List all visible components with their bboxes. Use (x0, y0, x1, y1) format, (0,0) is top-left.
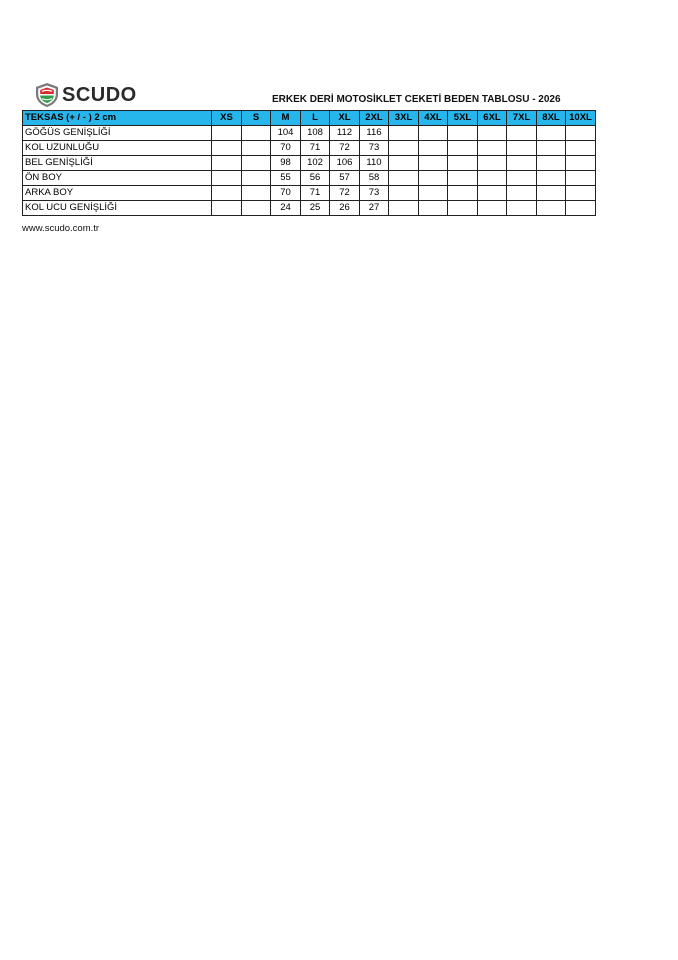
measurement-cell (566, 186, 596, 201)
measurement-cell (537, 201, 566, 216)
measurement-cell (419, 186, 448, 201)
measurement-cell (478, 186, 507, 201)
measurement-cell: 71 (301, 186, 330, 201)
measurement-cell (242, 141, 271, 156)
measurement-cell: 72 (330, 186, 360, 201)
measurement-cell: 110 (360, 156, 389, 171)
measurement-cell (212, 186, 242, 201)
measurement-cell (566, 126, 596, 141)
measurement-cell: 98 (271, 156, 301, 171)
measurement-cell (537, 186, 566, 201)
measurement-cell (507, 141, 537, 156)
size-header-cell: XL (330, 111, 360, 126)
measurement-cell: 70 (271, 141, 301, 156)
size-chart-table (22, 110, 596, 216)
measurement-cell (537, 126, 566, 141)
measurement-cell (389, 126, 419, 141)
size-header-cell: 4XL (419, 111, 448, 126)
measurement-cell (478, 141, 507, 156)
measurement-label: GÖĞÜS GENİŞLİĞİ (23, 126, 212, 141)
measurement-label: KOL UZUNLUĞU (23, 141, 212, 156)
measurement-cell: 26 (330, 201, 360, 216)
measurement-cell (448, 141, 478, 156)
size-header-cell: L (301, 111, 330, 126)
measurement-cell (507, 201, 537, 216)
table-row (23, 201, 596, 216)
measurement-cell: 25 (301, 201, 330, 216)
brand-name: SCUDO (62, 84, 137, 106)
measurement-cell (537, 141, 566, 156)
measurement-cell: 102 (301, 156, 330, 171)
measurement-cell (389, 141, 419, 156)
measurement-cell: 116 (360, 126, 389, 141)
size-header-cell: 10XL (566, 111, 596, 126)
measurement-cell (389, 171, 419, 186)
measurement-cell (212, 126, 242, 141)
shield-logo-icon (34, 82, 60, 108)
measurement-cell: 27 (360, 201, 389, 216)
measurement-cell (507, 156, 537, 171)
measurement-cell (448, 156, 478, 171)
size-header-cell: M (271, 111, 301, 126)
table-row (23, 186, 596, 201)
measurement-cell (419, 171, 448, 186)
measurement-cell (448, 186, 478, 201)
measurement-label: BEL GENİŞLİĞİ (23, 156, 212, 171)
table-row (23, 171, 596, 186)
measurement-cell: 24 (271, 201, 301, 216)
measurement-cell (212, 171, 242, 186)
measurement-cell (212, 201, 242, 216)
table-row (23, 126, 596, 141)
measurement-cell: 58 (360, 171, 389, 186)
measurement-cell (537, 171, 566, 186)
measurement-cell (507, 126, 537, 141)
measurement-cell (389, 186, 419, 201)
measurement-cell (478, 156, 507, 171)
size-header-cell: 5XL (448, 111, 478, 126)
measurement-cell (566, 156, 596, 171)
measurement-cell: 56 (301, 171, 330, 186)
measurement-cell (566, 201, 596, 216)
tolerance-label: TEKSAS (+ / - ) 2 cm (23, 111, 212, 126)
measurement-cell (242, 201, 271, 216)
measurement-cell (212, 141, 242, 156)
table-header-row (23, 111, 596, 126)
measurement-cell: 73 (360, 141, 389, 156)
measurement-cell (566, 171, 596, 186)
measurement-cell (419, 141, 448, 156)
measurement-label: ÖN BOY (23, 171, 212, 186)
measurement-cell (566, 141, 596, 156)
measurement-cell (478, 171, 507, 186)
measurement-cell (389, 201, 419, 216)
measurement-cell (478, 126, 507, 141)
measurement-cell (419, 201, 448, 216)
measurement-cell: 72 (330, 141, 360, 156)
measurement-cell: 71 (301, 141, 330, 156)
measurement-cell (212, 156, 242, 171)
size-header-cell: 3XL (389, 111, 419, 126)
brand-logo (34, 82, 154, 108)
size-header-cell: 8XL (537, 111, 566, 126)
size-header-cell: 6XL (478, 111, 507, 126)
measurement-cell (242, 156, 271, 171)
page-title: ERKEK DERİ MOTOSİKLET CEKETİ BEDEN TABLOSU - 2026 (272, 94, 561, 105)
measurement-cell (478, 201, 507, 216)
measurement-cell (419, 156, 448, 171)
measurement-cell: 106 (330, 156, 360, 171)
measurement-cell (242, 171, 271, 186)
measurement-cell (507, 186, 537, 201)
measurement-cell (537, 156, 566, 171)
size-header-cell: XS (212, 111, 242, 126)
measurement-cell: 55 (271, 171, 301, 186)
measurement-label: KOL UCU GENİŞLİĞİ (23, 201, 212, 216)
measurement-cell (419, 126, 448, 141)
size-header-cell: S (242, 111, 271, 126)
size-header-cell: 2XL (360, 111, 389, 126)
website-link[interactable]: www.scudo.com.tr (22, 223, 100, 234)
measurement-cell (507, 171, 537, 186)
measurement-cell: 104 (271, 126, 301, 141)
measurement-cell (448, 126, 478, 141)
size-header-cell: 7XL (507, 111, 537, 126)
measurement-cell: 112 (330, 126, 360, 141)
measurement-cell: 57 (330, 171, 360, 186)
measurement-cell (448, 171, 478, 186)
measurement-cell (242, 186, 271, 201)
table-row (23, 141, 596, 156)
measurement-cell: 108 (301, 126, 330, 141)
measurement-cell: 70 (271, 186, 301, 201)
measurement-cell (242, 126, 271, 141)
measurement-label: ARKA BOY (23, 186, 212, 201)
measurement-cell (389, 156, 419, 171)
table-row (23, 156, 596, 171)
measurement-cell (448, 201, 478, 216)
measurement-cell: 73 (360, 186, 389, 201)
